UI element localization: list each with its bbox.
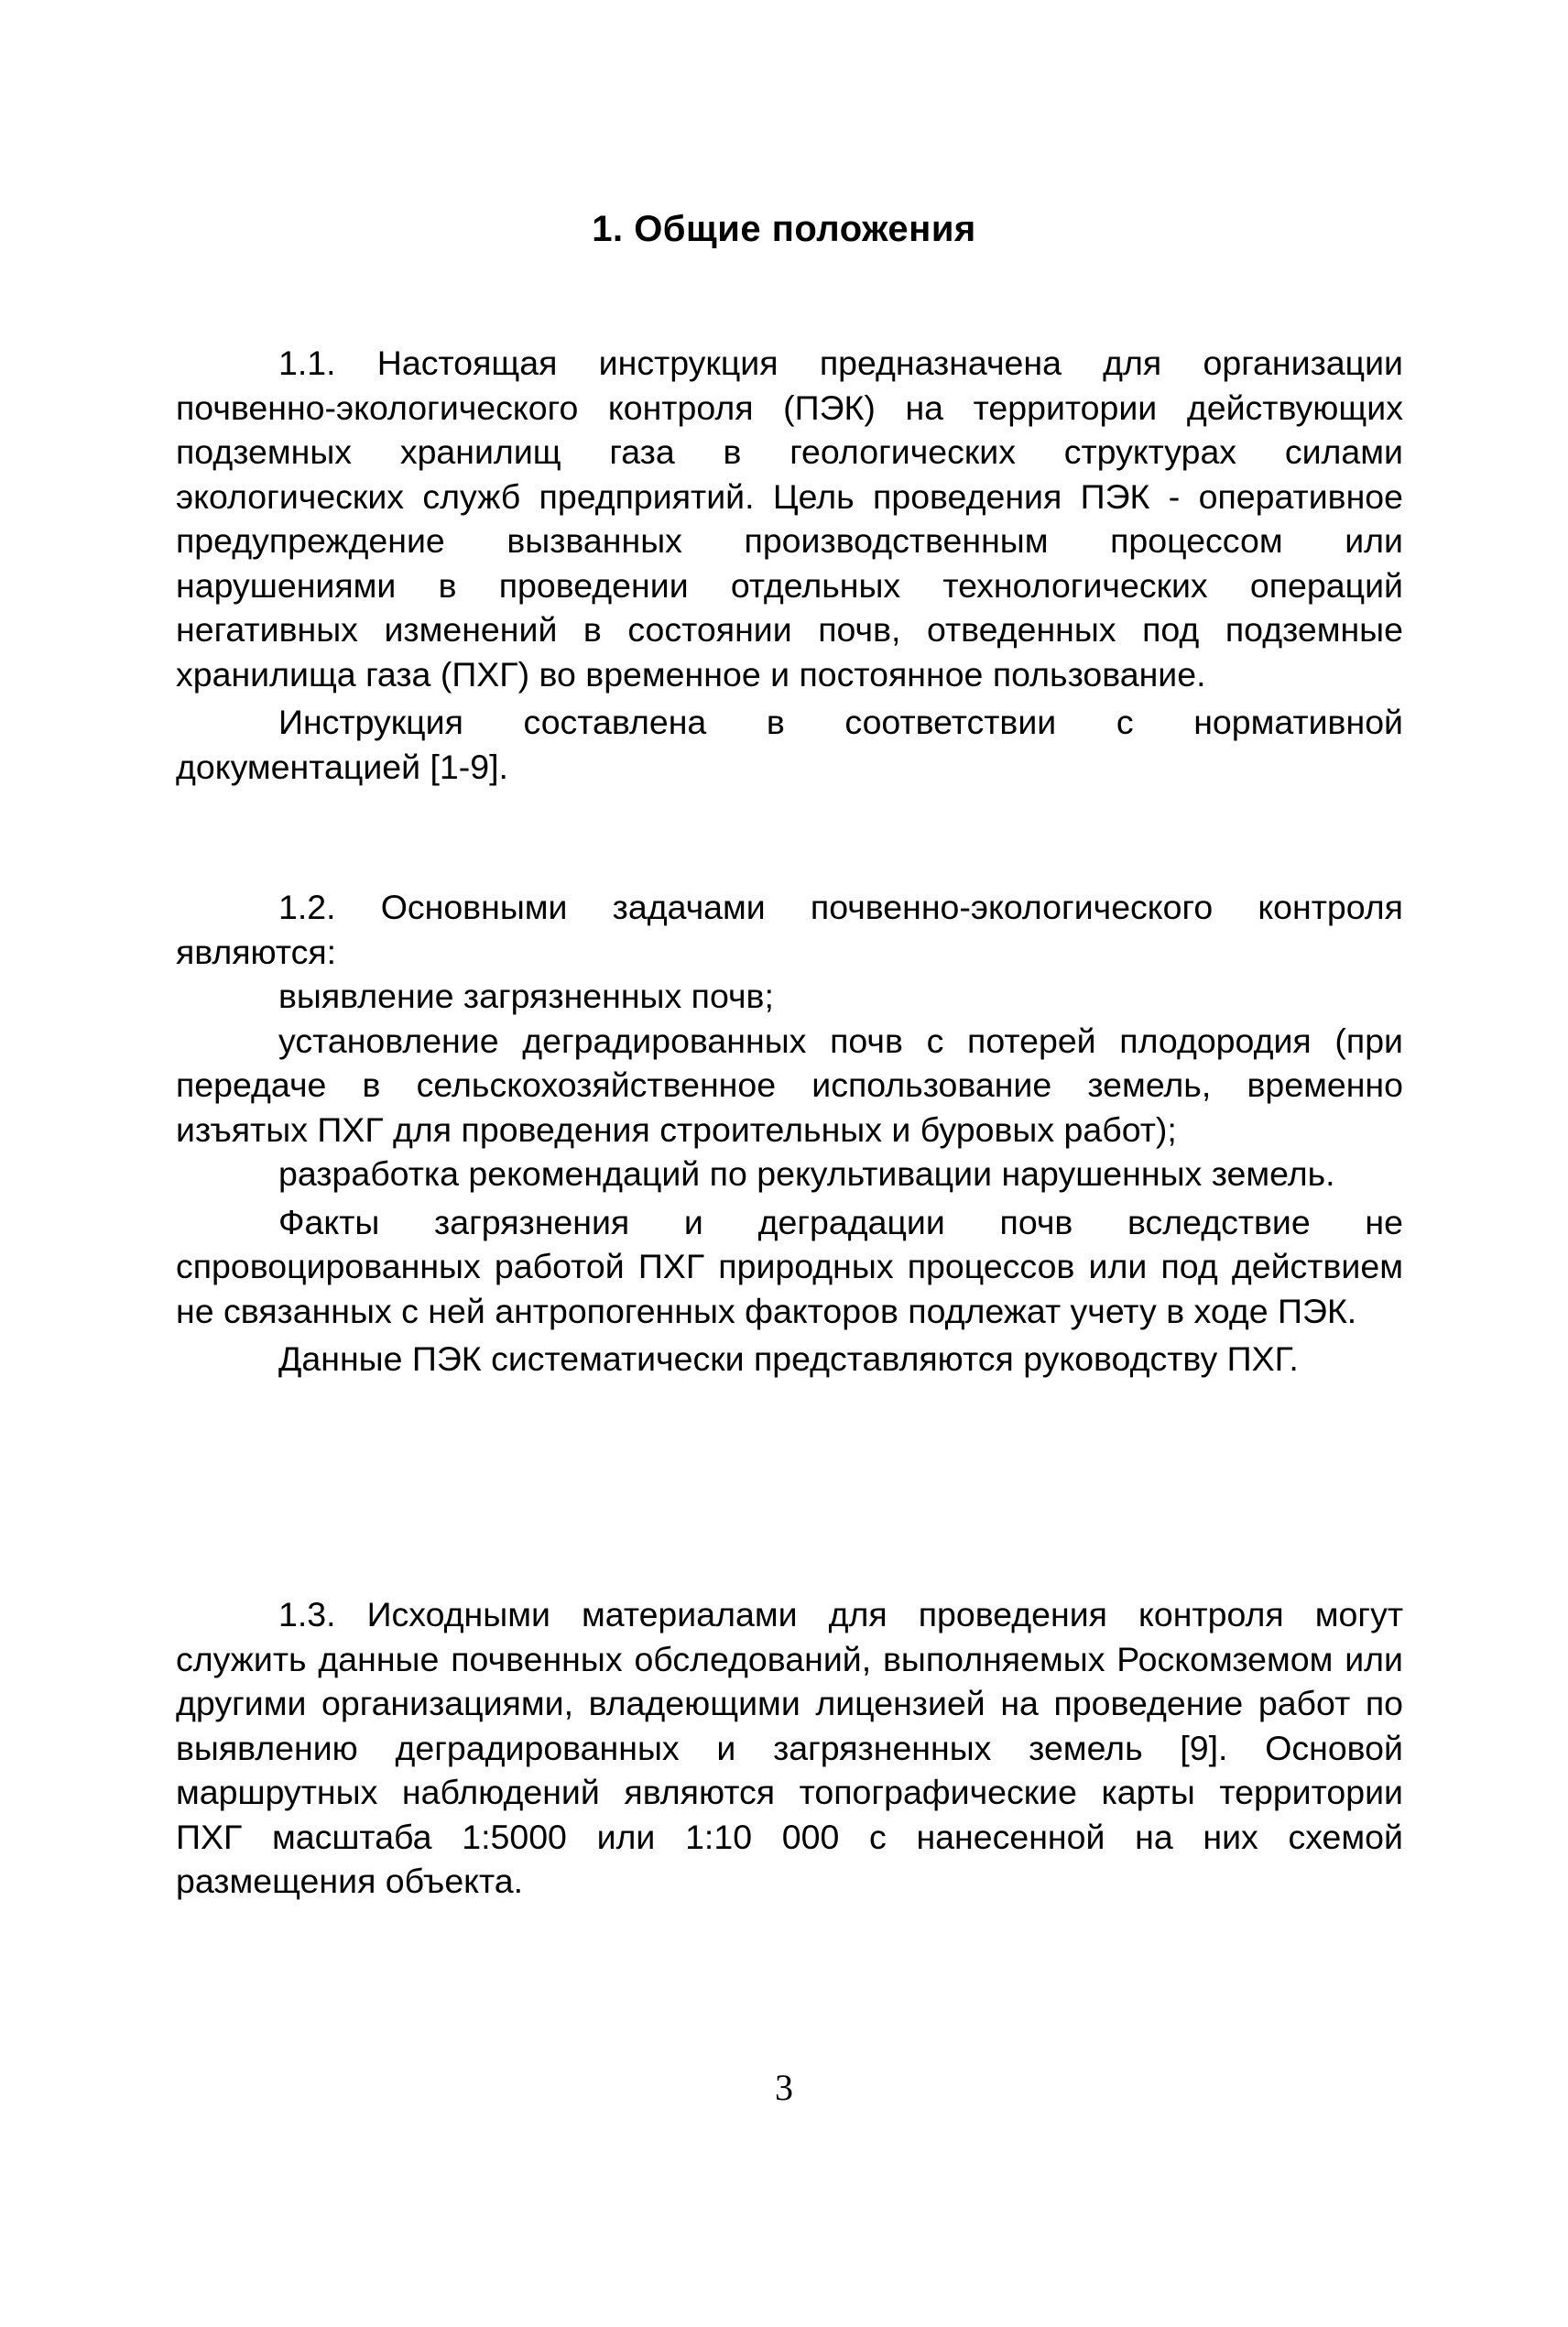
paragraph: Данные ПЭК систематически представляются руководству ПХГ.: [278, 1339, 1299, 1378]
page-number: 3: [775, 2067, 793, 2108]
paragraph: Инструкция составлена в соответствии с нормативной документацией [1-9].: [176, 703, 1403, 786]
paragraph: 1.3. Исходными материалами для проведения контроля могут служить данные почвенных обследований, выполняемых Роскомземом или другими организациями, владеющими лицензией на проведение работ по выявлению деградированных и загрязненных земель [9]. Основой маршрутных наблюдений являются топографические карты территории ПХГ масштаба 1:5000 или 1:10 000 с нанесенной на них схемой размещения объекта.: [176, 1595, 1403, 1900]
section-1-3: [176, 1592, 1403, 1904]
section-title: 1. Общие положения: [592, 209, 976, 249]
list-item: разработка рекомендаций по рекультивации нарушенных земель.: [278, 1154, 1335, 1193]
list-item: установление деградированных почв с потерей плодородия (при передаче в сельскохозяйственное использование земель, временно изъятых ПХГ для проведения строительных и буровых работ);: [176, 1021, 1403, 1149]
section-1-2: [176, 885, 1403, 1382]
paragraph: 1.1. Настоящая инструкция предназначена для организации почвенно-экологического контроля (ПЭК) на территории действующих подземных хранилищ газа в геологических структурах силами экологических служб предприятий. Цель проведения ПЭК - оперативное предупреждение вызванных производственным процессом или нарушениями в проведении отдельных технологических операций негативных изменений в состоянии почв, отведенных под подземные хранилища газа (ПХГ) во временное и постоянное пользование.: [176, 344, 1403, 694]
paragraph: 1.2. Основными задачами почвенно-экологического контроля являются:: [176, 888, 1403, 971]
section-1-1: [176, 341, 1403, 789]
paragraph: Факты загрязнения и деградации почв вследствие не спровоцированных работой ПХГ природных процессов или под действием не связанных с ней антропогенных факторов подлежат учету в ходе ПЭК.: [176, 1202, 1403, 1330]
list-item: выявление загрязненных почв;: [278, 977, 774, 1015]
